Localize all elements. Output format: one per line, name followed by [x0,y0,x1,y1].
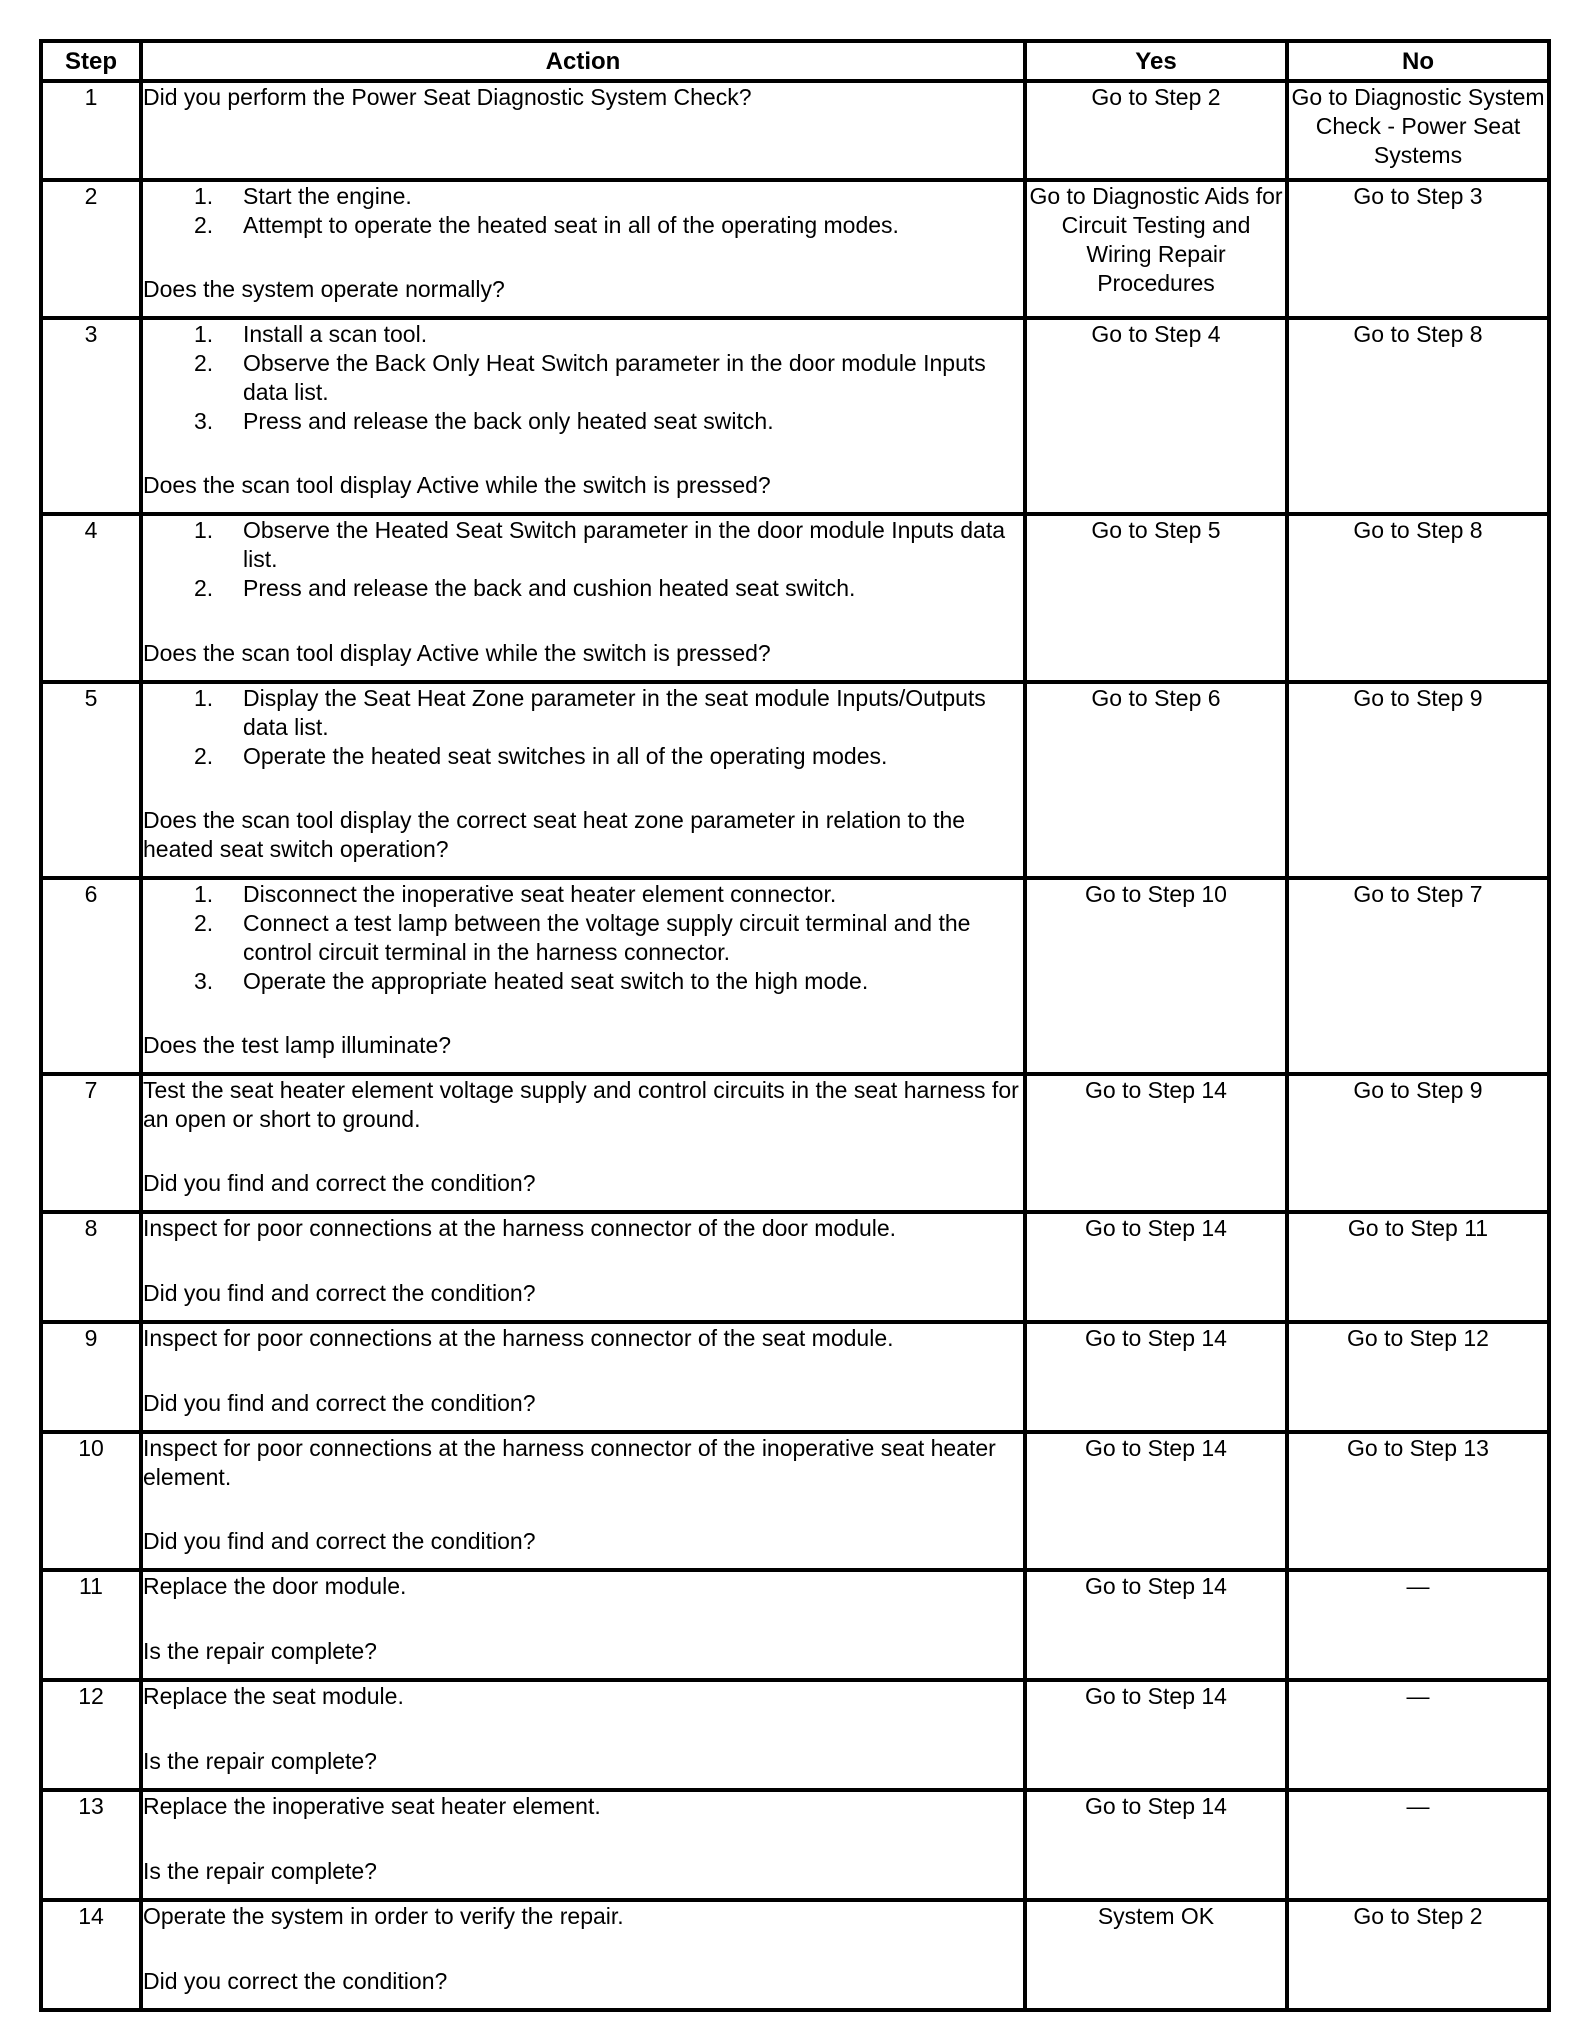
table-row [41,1900,1549,2010]
list-item [143,574,1023,603]
list-item-number: 1. [194,881,214,907]
list-item-number: 3. [194,408,214,434]
question-text: Does the scan tool display Active while the switch is pressed? [143,472,771,498]
header-row [41,41,1549,81]
question-text: Does the system operate normally? [143,276,505,302]
no-result: Go to Step 2 [1287,1900,1549,2010]
yes-result: Go to Step 5 [1025,514,1287,682]
action-text: Replace the door module. [143,1573,407,1599]
action-text: Operate the system in order to verify the repair. [143,1903,624,1929]
list-item [143,407,1023,436]
no-result: — [1287,1570,1549,1680]
action-cell [141,318,1025,514]
no-result: Go to Step 8 [1287,514,1549,682]
action-cell [141,1790,1025,1900]
procedure-list [143,516,1023,603]
step-number: 1 [41,81,141,180]
yes-result: Go to Diagnostic Aids for Circuit Testing and Wiring Repair Procedures [1025,180,1287,318]
yes-result: Go to Step 14 [1025,1212,1287,1322]
action-cell [141,1322,1025,1432]
yes-result: Go to Step 14 [1025,1432,1287,1570]
list-item-number: 2. [194,350,214,376]
table-row [41,81,1549,180]
list-item-number: 1. [194,685,214,711]
list-item-text: Disconnect the inoperative seat heater element connector. [243,881,837,907]
no-result: Go to Step 13 [1287,1432,1549,1570]
step-number: 4 [41,514,141,682]
list-item-number: 2. [194,743,214,769]
action-text: Inspect for poor connections at the harness connector of the door module. [143,1215,897,1241]
step-number: 12 [41,1680,141,1790]
action-text: Did you perform the Power Seat Diagnostic System Check? [143,84,752,110]
list-item-text: Connect a test lamp between the voltage supply circuit terminal and the control circuit terminal in the harness connector. [243,910,971,965]
question-text: Does the scan tool display Active while the switch is pressed? [143,640,771,666]
question-text: Is the repair complete? [143,1858,377,1884]
list-item [143,516,1023,574]
table-row [41,682,1549,878]
table-row [41,878,1549,1074]
step-number: 7 [41,1074,141,1212]
yes-result: Go to Step 2 [1025,81,1287,180]
diagnostic-table [39,39,1551,2012]
step-number: 11 [41,1570,141,1680]
procedure-list [143,684,1023,771]
question-text: Did you find and correct the condition? [143,1280,536,1306]
action-text: Replace the seat module. [143,1683,404,1709]
table-row [41,318,1549,514]
list-item-text: Observe the Heated Seat Switch parameter in the door module Inputs data list. [243,517,1005,572]
table-row [41,1570,1549,1680]
action-cell [141,1900,1025,2010]
list-item [143,880,1023,909]
question-text: Did you find and correct the condition? [143,1528,536,1554]
table-row [41,1680,1549,1790]
no-result: — [1287,1680,1549,1790]
list-item-text: Observe the Back Only Heat Switch parameter in the door module Inputs data list. [243,350,986,405]
no-result: Go to Step 11 [1287,1212,1549,1322]
header-step: Step [41,41,141,81]
step-number: 8 [41,1212,141,1322]
list-item [143,684,1023,742]
table-row [41,514,1549,682]
table-row [41,1212,1549,1322]
list-item-text: Display the Seat Heat Zone parameter in the seat module Inputs/Outputs data list. [243,685,986,740]
step-number: 6 [41,878,141,1074]
no-result: Go to Step 8 [1287,318,1549,514]
no-result: Go to Step 9 [1287,682,1549,878]
list-item-number: 2. [194,910,214,936]
procedure-list [143,320,1023,436]
list-item-number: 3. [194,968,214,994]
action-cell [141,1074,1025,1212]
list-item [143,349,1023,407]
table-row [41,1322,1549,1432]
table-row [41,180,1549,318]
yes-result: System OK [1025,1900,1287,2010]
list-item-text: Attempt to operate the heated seat in all of the operating modes. [243,212,899,238]
list-item-text: Operate the heated seat switches in all of the operating modes. [243,743,888,769]
no-result: Go to Step 3 [1287,180,1549,318]
list-item-text: Operate the appropriate heated seat switch to the high mode. [243,968,869,994]
yes-result: Go to Step 14 [1025,1680,1287,1790]
question-text: Does the test lamp illuminate? [143,1032,452,1058]
procedure-list [143,182,1023,240]
no-result: Go to Step 7 [1287,878,1549,1074]
procedure-list [143,880,1023,996]
step-number: 10 [41,1432,141,1570]
action-text: Test the seat heater element voltage supply and control circuits in the seat harness for an open or short to ground. [143,1077,1019,1132]
action-cell [141,1570,1025,1680]
action-cell [141,514,1025,682]
question-text: Did you find and correct the condition? [143,1170,536,1196]
step-number: 9 [41,1322,141,1432]
action-cell [141,1212,1025,1322]
no-result: Go to Diagnostic System Check - Power Seat Systems [1287,81,1549,180]
yes-result: Go to Step 14 [1025,1074,1287,1212]
yes-result: Go to Step 14 [1025,1790,1287,1900]
header-yes: Yes [1025,41,1287,81]
action-cell [141,682,1025,878]
action-cell [141,878,1025,1074]
question-text: Did you correct the condition? [143,1968,448,1994]
list-item [143,742,1023,771]
action-cell [141,180,1025,318]
header-no: No [1287,41,1549,81]
yes-result: Go to Step 6 [1025,682,1287,878]
yes-result: Go to Step 4 [1025,318,1287,514]
list-item-text: Press and release the back only heated seat switch. [243,408,774,434]
yes-result: Go to Step 14 [1025,1570,1287,1680]
yes-result: Go to Step 14 [1025,1322,1287,1432]
list-item-text: Start the engine. [243,183,412,209]
step-number: 13 [41,1790,141,1900]
step-number: 3 [41,318,141,514]
action-text: Inspect for poor connections at the harness connector of the seat module. [143,1325,894,1351]
list-item-number: 1. [194,183,214,209]
table-row [41,1074,1549,1212]
no-result: Go to Step 12 [1287,1322,1549,1432]
no-result: Go to Step 9 [1287,1074,1549,1212]
action-cell [141,81,1025,180]
list-item-number: 2. [194,575,214,601]
action-text: Replace the inoperative seat heater element. [143,1793,601,1819]
list-item [143,967,1023,996]
yes-result: Go to Step 10 [1025,878,1287,1074]
question-text: Does the scan tool display the correct seat heat zone parameter in relation to the heated seat switch operation? [143,807,966,862]
action-cell [141,1432,1025,1570]
table-row [41,1790,1549,1900]
question-text: Did you find and correct the condition? [143,1390,536,1416]
table-row [41,1432,1549,1570]
list-item [143,909,1023,967]
question-text: Is the repair complete? [143,1748,377,1774]
step-number: 14 [41,1900,141,2010]
step-number: 2 [41,180,141,318]
action-text: Inspect for poor connections at the harness connector of the inoperative seat heater element. [143,1435,996,1490]
list-item-number: 2. [194,212,214,238]
list-item-number: 1. [194,321,214,347]
list-item-text: Install a scan tool. [243,321,428,347]
step-number: 5 [41,682,141,878]
list-item-text: Press and release the back and cushion heated seat switch. [243,575,856,601]
list-item [143,182,1023,211]
question-text: Is the repair complete? [143,1638,377,1664]
list-item [143,211,1023,240]
header-action: Action [141,41,1025,81]
no-result: — [1287,1790,1549,1900]
list-item-number: 1. [194,517,214,543]
action-cell [141,1680,1025,1790]
list-item [143,320,1023,349]
